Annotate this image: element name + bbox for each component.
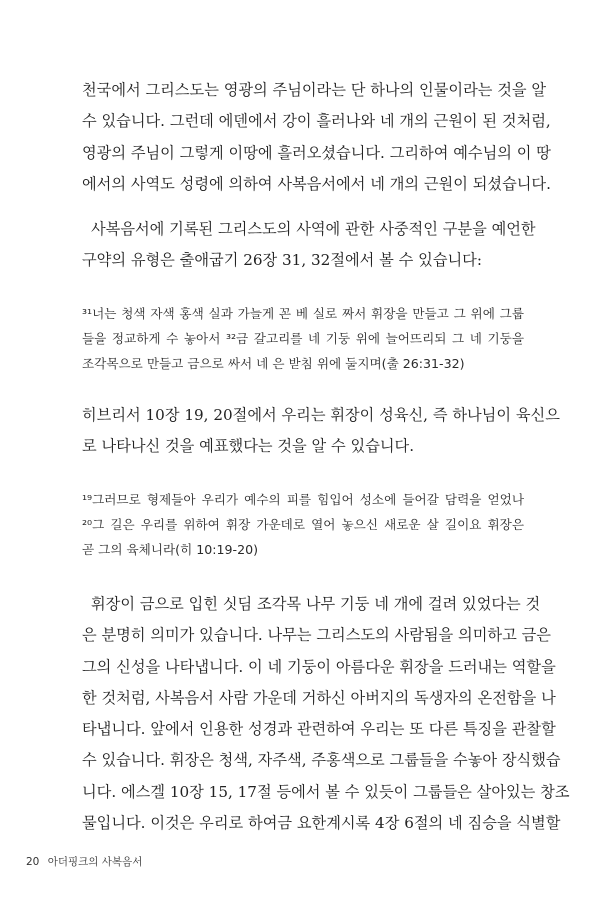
scripture-quote-exodus — [82, 301, 524, 376]
text-line: 로 나타나신 것을 예표했다는 것을 알 수 있습니다. — [82, 437, 415, 456]
text-line: 수 있습니다. 그런데 에덴에서 강이 흘러나와 네 개의 근원이 된 것처럼, — [82, 112, 551, 131]
quote-line: ¹⁹그러므로 형제들아 우리가 예수의 피를 힘입어 성소에 들어갈 담력을 얻었나 — [82, 492, 524, 507]
page-number: 20 — [26, 856, 40, 868]
text-line: 사복음서에 기록된 그리스도의 사역에 관한 사중적인 구분을 예언한 — [91, 220, 536, 238]
text-line: 휘장이 금으로 입힌 싯딤 조각목 나무 기둥 네 개에 걸려 있었다는 것 — [91, 595, 541, 613]
text-line: 수 있습니다. 휘장은 청색, 자주색, 주홍색으로 그룹들을 수놓아 장식했습 — [82, 751, 561, 770]
text-line: 그의 신성을 나타냅니다. 이 네 기둥이 아름다운 휘장을 드러내는 역할을 — [82, 657, 556, 676]
paragraph-2 — [82, 214, 536, 277]
quote-line: 곧 그의 육체니라(히 10:19-20) — [82, 542, 259, 557]
text-line: 물입니다. 이것은 우리로 하여금 요한계시록 4장 6절의 네 짐승을 식별할 — [82, 814, 561, 833]
text-line: 니다. 에스겔 10장 15, 17절 등에서 볼 수 있듯이 그룹들은 살아있는 창조 — [82, 782, 570, 801]
scripture-quote-hebrews — [82, 487, 524, 562]
quote-line: 들을 정교하게 수 놓아서 ³²금 갈고리를 네 기둥 위에 늘어뜨리되 그 네 기둥을 — [82, 331, 524, 346]
text-line: 에서의 사역도 성령에 의하여 사복음서에서 네 개의 근원이 되셨습니다. — [82, 174, 551, 193]
running-title: 아더핑크의 사복음서 — [47, 856, 143, 868]
text-line: 천국에서 그리스도는 영광의 주님이라는 단 하나의 인물이라는 것을 알 — [82, 81, 547, 99]
paragraph-1 — [82, 75, 551, 200]
text-line: 한 것처럼, 사복음서 사람 가운데 거하신 아버지의 독생자의 온전함을 나 — [82, 688, 556, 707]
page-footer — [26, 854, 142, 869]
quote-line: ³¹너는 청색 자색 홍색 실과 가늘게 꼰 베 실로 짜서 휘장을 만들고 그 위에 그룹 — [82, 306, 524, 321]
quote-line: 조각목으로 만들고 금으로 싸서 네 은 받침 위에 둘지며(출 26:31-32) — [82, 356, 465, 371]
text-line: 히브리서 10장 19, 20절에서 우리는 휘장이 성육신, 즉 하나님이 육신으 — [82, 406, 560, 424]
paragraph-3 — [82, 400, 560, 463]
quote-line: ²⁰그 길은 우리를 위하여 휘장 가운데로 열어 놓으신 새로운 살 길이요 휘장은 — [82, 517, 524, 532]
text-line: 구약의 유형은 출애굽기 26장 31, 32절에서 볼 수 있습니다: — [82, 251, 482, 270]
text-line: 은 분명히 의미가 있습니다. 나무는 그리스도의 사람됨을 의미하고 금은 — [82, 626, 551, 645]
text-line: 영광의 주님이 그렇게 이땅에 흘러오셨습니다. 그리하여 예수님의 이 땅 — [82, 143, 551, 162]
paragraph-4 — [82, 589, 570, 839]
text-line: 타냅니다. 앞에서 인용한 성경과 관련하여 우리는 또 다른 특징을 관찰할 — [82, 720, 556, 739]
